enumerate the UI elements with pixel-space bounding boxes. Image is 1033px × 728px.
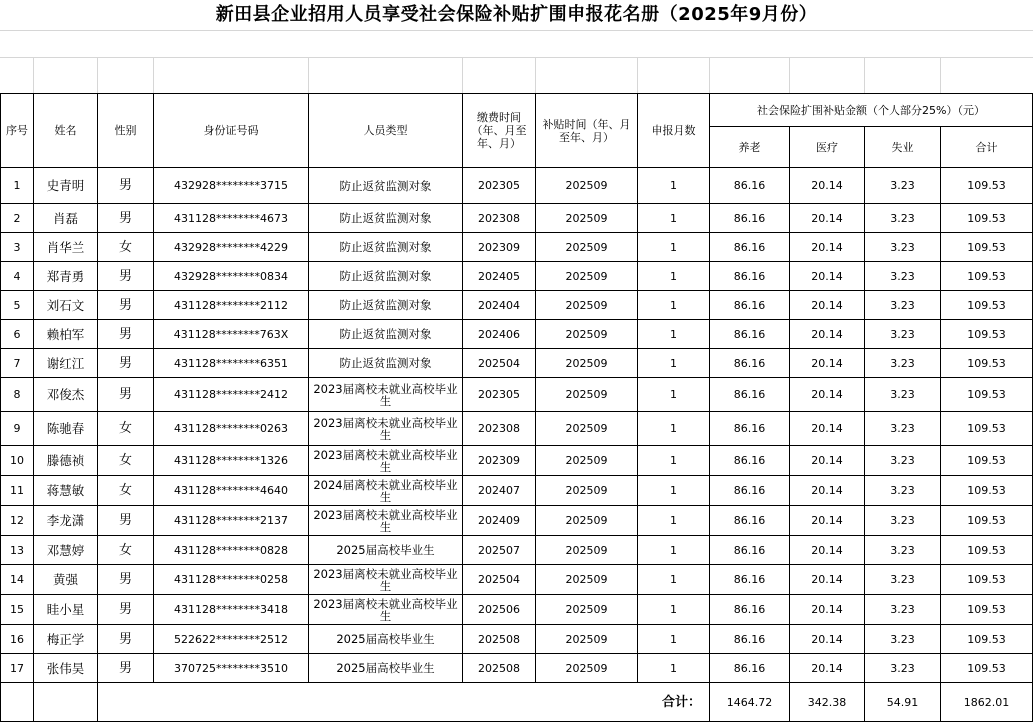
header-medical: 医疗 — [790, 127, 865, 168]
row-person-type: 防止返贫监测对象 — [309, 168, 463, 204]
row-seq: 12 — [1, 506, 34, 536]
sheet-gridline — [864, 57, 865, 93]
row-name: 郑青勇 — [34, 262, 98, 291]
header-total: 合计 — [941, 127, 1033, 168]
row-subsidy-period: 202509 — [536, 565, 638, 595]
row-pay-period: 202305 — [463, 378, 536, 412]
row-person-type: 防止返贫监测对象 — [309, 291, 463, 320]
row-pension: 86.16 — [710, 536, 790, 565]
row-unemployment: 3.23 — [865, 625, 941, 654]
row-pension: 86.16 — [710, 233, 790, 262]
row-name: 谢红江 — [34, 349, 98, 378]
row-medical: 20.14 — [790, 233, 865, 262]
row-months: 1 — [638, 349, 710, 378]
table-row — [1, 506, 1033, 536]
row-pension: 86.16 — [710, 625, 790, 654]
row-name: 梅正学 — [34, 625, 98, 654]
header-seq: 序号 — [1, 94, 34, 168]
row-id-number: 432928********0834 — [154, 262, 309, 291]
row-name: 陈驰春 — [34, 412, 98, 446]
row-person-type: 防止返贫监测对象 — [309, 233, 463, 262]
row-medical: 20.14 — [790, 446, 865, 476]
row-pension: 86.16 — [710, 378, 790, 412]
row-pay-period: 202404 — [463, 291, 536, 320]
row-total: 109.53 — [941, 262, 1033, 291]
row-person-type: 防止返贫监测对象 — [309, 320, 463, 349]
row-unemployment: 3.23 — [865, 654, 941, 683]
totals-total: 1862.01 — [941, 683, 1033, 722]
header-pension: 养老 — [710, 127, 790, 168]
row-months: 1 — [638, 262, 710, 291]
header-pay-period: 缴费时间（年、月至年、月） — [463, 94, 536, 168]
row-name: 邓慧婷 — [34, 536, 98, 565]
row-medical: 20.14 — [790, 565, 865, 595]
row-months: 1 — [638, 204, 710, 233]
header-amount-group: 社会保险扩围补贴金额（个人部分25%）（元） — [710, 94, 1033, 127]
row-seq: 3 — [1, 233, 34, 262]
table-row — [1, 291, 1033, 320]
row-subsidy-period: 202509 — [536, 446, 638, 476]
row-name: 肖磊 — [34, 204, 98, 233]
table-row — [1, 595, 1033, 625]
row-gender: 男 — [98, 565, 154, 595]
row-seq: 2 — [1, 204, 34, 233]
row-gender: 女 — [98, 446, 154, 476]
row-total: 109.53 — [941, 446, 1033, 476]
row-gender: 男 — [98, 378, 154, 412]
row-pay-period: 202308 — [463, 204, 536, 233]
row-gender: 女 — [98, 536, 154, 565]
row-medical: 20.14 — [790, 378, 865, 412]
row-gender: 男 — [98, 506, 154, 536]
row-person-type: 2024届离校未就业高校毕业生 — [309, 476, 463, 506]
row-id-number: 431128********2137 — [154, 506, 309, 536]
row-gender: 男 — [98, 349, 154, 378]
row-id-number: 431128********3418 — [154, 595, 309, 625]
row-pay-period: 202407 — [463, 476, 536, 506]
sheet-gridline — [33, 57, 34, 93]
row-unemployment: 3.23 — [865, 565, 941, 595]
row-total: 109.53 — [941, 349, 1033, 378]
row-total: 109.53 — [941, 506, 1033, 536]
roster-table — [0, 93, 1033, 722]
row-gender: 女 — [98, 476, 154, 506]
totals-empty-cell — [1, 683, 34, 722]
row-pay-period: 202508 — [463, 654, 536, 683]
row-medical: 20.14 — [790, 536, 865, 565]
sheet-gridline — [0, 30, 1033, 31]
row-person-type: 2023届离校未就业高校毕业生 — [309, 565, 463, 595]
row-total: 109.53 — [941, 233, 1033, 262]
row-pay-period: 202406 — [463, 320, 536, 349]
header-id-number: 身份证号码 — [154, 94, 309, 168]
row-person-type: 2023届离校未就业高校毕业生 — [309, 378, 463, 412]
table-row — [1, 536, 1033, 565]
sheet-gridline — [0, 57, 1033, 58]
header-months: 申报月数 — [638, 94, 710, 168]
row-person-type: 2025届高校毕业生 — [309, 536, 463, 565]
row-pension: 86.16 — [710, 320, 790, 349]
table-row — [1, 412, 1033, 446]
row-gender: 男 — [98, 595, 154, 625]
header-subsidy-period: 补贴时间（年、月至年、月） — [536, 94, 638, 168]
row-pay-period: 202309 — [463, 233, 536, 262]
totals-label: 合计： — [98, 683, 710, 722]
row-unemployment: 3.23 — [865, 595, 941, 625]
row-medical: 20.14 — [790, 412, 865, 446]
row-months: 1 — [638, 565, 710, 595]
row-pay-period: 202405 — [463, 262, 536, 291]
row-unemployment: 3.23 — [865, 233, 941, 262]
row-total: 109.53 — [941, 625, 1033, 654]
row-subsidy-period: 202509 — [536, 233, 638, 262]
row-id-number: 370725********3510 — [154, 654, 309, 683]
row-total: 109.53 — [941, 291, 1033, 320]
row-seq: 6 — [1, 320, 34, 349]
header-unemployment: 失业 — [865, 127, 941, 168]
totals-pension: 1464.72 — [710, 683, 790, 722]
row-id-number: 431128********4640 — [154, 476, 309, 506]
row-months: 1 — [638, 625, 710, 654]
totals-empty-cell — [34, 683, 98, 722]
row-person-type: 2025届高校毕业生 — [309, 654, 463, 683]
row-person-type: 2023届离校未就业高校毕业生 — [309, 446, 463, 476]
row-gender: 女 — [98, 233, 154, 262]
sheet-gridline — [637, 57, 638, 93]
row-seq: 1 — [1, 168, 34, 204]
sheet-gridline — [789, 57, 790, 93]
row-name: 刘石文 — [34, 291, 98, 320]
row-total: 109.53 — [941, 595, 1033, 625]
row-months: 1 — [638, 233, 710, 262]
row-seq: 8 — [1, 378, 34, 412]
row-months: 1 — [638, 506, 710, 536]
row-medical: 20.14 — [790, 349, 865, 378]
table-row — [1, 476, 1033, 506]
row-subsidy-period: 202509 — [536, 262, 638, 291]
row-pension: 86.16 — [710, 565, 790, 595]
row-pay-period: 202504 — [463, 565, 536, 595]
row-gender: 女 — [98, 412, 154, 446]
row-unemployment: 3.23 — [865, 262, 941, 291]
row-person-type: 2025届高校毕业生 — [309, 625, 463, 654]
row-seq: 10 — [1, 446, 34, 476]
sheet-gridline — [535, 57, 536, 93]
row-total: 109.53 — [941, 412, 1033, 446]
row-person-type: 2023届离校未就业高校毕业生 — [309, 412, 463, 446]
row-id-number: 432928********4229 — [154, 233, 309, 262]
row-total: 109.53 — [941, 320, 1033, 349]
row-pension: 86.16 — [710, 412, 790, 446]
row-id-number: 431128********0828 — [154, 536, 309, 565]
row-seq: 5 — [1, 291, 34, 320]
row-months: 1 — [638, 476, 710, 506]
row-unemployment: 3.23 — [865, 476, 941, 506]
row-subsidy-period: 202509 — [536, 625, 638, 654]
row-pension: 86.16 — [710, 595, 790, 625]
table-row — [1, 565, 1033, 595]
row-person-type: 防止返贫监测对象 — [309, 262, 463, 291]
row-unemployment: 3.23 — [865, 349, 941, 378]
row-months: 1 — [638, 168, 710, 204]
row-medical: 20.14 — [790, 595, 865, 625]
row-subsidy-period: 202509 — [536, 476, 638, 506]
table-row — [1, 349, 1033, 378]
row-medical: 20.14 — [790, 204, 865, 233]
totals-unemployment: 54.91 — [865, 683, 941, 722]
row-id-number: 432928********3715 — [154, 168, 309, 204]
row-person-type: 2023届离校未就业高校毕业生 — [309, 595, 463, 625]
row-pay-period: 202308 — [463, 412, 536, 446]
row-name: 眭小星 — [34, 595, 98, 625]
row-pension: 86.16 — [710, 204, 790, 233]
row-name: 滕德祯 — [34, 446, 98, 476]
row-subsidy-period: 202509 — [536, 595, 638, 625]
row-medical: 20.14 — [790, 291, 865, 320]
sheet-gridline — [308, 57, 309, 93]
row-name: 史青明 — [34, 168, 98, 204]
row-gender: 男 — [98, 625, 154, 654]
row-unemployment: 3.23 — [865, 291, 941, 320]
table-row — [1, 262, 1033, 291]
row-name: 邓俊杰 — [34, 378, 98, 412]
row-medical: 20.14 — [790, 262, 865, 291]
table-row — [1, 204, 1033, 233]
sheet-gridline — [153, 57, 154, 93]
row-subsidy-period: 202509 — [536, 320, 638, 349]
row-pension: 86.16 — [710, 654, 790, 683]
row-id-number: 431128********1326 — [154, 446, 309, 476]
row-id-number: 431128********2112 — [154, 291, 309, 320]
row-pay-period: 202506 — [463, 595, 536, 625]
sheet-gridline — [462, 57, 463, 93]
row-months: 1 — [638, 291, 710, 320]
row-pension: 86.16 — [710, 168, 790, 204]
row-total: 109.53 — [941, 654, 1033, 683]
row-id-number: 431128********2412 — [154, 378, 309, 412]
row-gender: 男 — [98, 168, 154, 204]
row-seq: 4 — [1, 262, 34, 291]
row-months: 1 — [638, 446, 710, 476]
row-id-number: 431128********6351 — [154, 349, 309, 378]
row-gender: 男 — [98, 654, 154, 683]
row-name: 张伟昊 — [34, 654, 98, 683]
row-gender: 男 — [98, 262, 154, 291]
row-months: 1 — [638, 654, 710, 683]
row-subsidy-period: 202509 — [536, 349, 638, 378]
row-id-number: 431128********0263 — [154, 412, 309, 446]
row-name: 蒋慧敏 — [34, 476, 98, 506]
row-subsidy-period: 202509 — [536, 378, 638, 412]
row-medical: 20.14 — [790, 654, 865, 683]
row-unemployment: 3.23 — [865, 378, 941, 412]
table-row — [1, 446, 1033, 476]
row-pay-period: 202309 — [463, 446, 536, 476]
row-medical: 20.14 — [790, 506, 865, 536]
row-gender: 男 — [98, 204, 154, 233]
row-months: 1 — [638, 536, 710, 565]
row-months: 1 — [638, 320, 710, 349]
sheet-gridline — [97, 57, 98, 93]
totals-medical: 342.38 — [790, 683, 865, 722]
table-row — [1, 320, 1033, 349]
row-total: 109.53 — [941, 565, 1033, 595]
row-id-number: 431128********0258 — [154, 565, 309, 595]
row-seq: 13 — [1, 536, 34, 565]
row-unemployment: 3.23 — [865, 536, 941, 565]
page-title: 新田县企业招用人员享受社会保险补贴扩围申报花名册（2025年9月份） — [215, 4, 818, 25]
table-row — [1, 233, 1033, 262]
row-unemployment: 3.23 — [865, 446, 941, 476]
row-pay-period: 202507 — [463, 536, 536, 565]
row-id-number: 431128********763X — [154, 320, 309, 349]
row-id-number: 522622********2512 — [154, 625, 309, 654]
row-total: 109.53 — [941, 378, 1033, 412]
row-seq: 16 — [1, 625, 34, 654]
row-total: 109.53 — [941, 204, 1033, 233]
row-months: 1 — [638, 378, 710, 412]
header-name: 姓名 — [34, 94, 98, 168]
row-medical: 20.14 — [790, 168, 865, 204]
row-pension: 86.16 — [710, 349, 790, 378]
row-months: 1 — [638, 595, 710, 625]
row-unemployment: 3.23 — [865, 412, 941, 446]
row-medical: 20.14 — [790, 476, 865, 506]
row-medical: 20.14 — [790, 625, 865, 654]
row-unemployment: 3.23 — [865, 320, 941, 349]
row-person-type: 防止返贫监测对象 — [309, 349, 463, 378]
sheet-gridline — [709, 57, 710, 93]
row-seq: 14 — [1, 565, 34, 595]
row-subsidy-period: 202509 — [536, 204, 638, 233]
row-gender: 男 — [98, 291, 154, 320]
row-unemployment: 3.23 — [865, 204, 941, 233]
row-id-number: 431128********4673 — [154, 204, 309, 233]
row-seq: 9 — [1, 412, 34, 446]
row-subsidy-period: 202509 — [536, 536, 638, 565]
table-row — [1, 654, 1033, 683]
table-row — [1, 168, 1033, 204]
row-pension: 86.16 — [710, 262, 790, 291]
row-pay-period: 202305 — [463, 168, 536, 204]
row-person-type: 2023届离校未就业高校毕业生 — [309, 506, 463, 536]
table-row — [1, 378, 1033, 412]
row-subsidy-period: 202509 — [536, 654, 638, 683]
row-total: 109.53 — [941, 476, 1033, 506]
row-pay-period: 202409 — [463, 506, 536, 536]
row-person-type: 防止返贫监测对象 — [309, 204, 463, 233]
row-seq: 11 — [1, 476, 34, 506]
header-person-type: 人员类型 — [309, 94, 463, 168]
row-pay-period: 202508 — [463, 625, 536, 654]
row-months: 1 — [638, 412, 710, 446]
row-name: 李龙潇 — [34, 506, 98, 536]
row-seq: 15 — [1, 595, 34, 625]
row-medical: 20.14 — [790, 320, 865, 349]
row-subsidy-period: 202509 — [536, 506, 638, 536]
row-subsidy-period: 202509 — [536, 168, 638, 204]
row-subsidy-period: 202509 — [536, 291, 638, 320]
row-pension: 86.16 — [710, 476, 790, 506]
row-pension: 86.16 — [710, 506, 790, 536]
table-row — [1, 625, 1033, 654]
header-gender: 性别 — [98, 94, 154, 168]
sheet-gridline — [940, 57, 941, 93]
row-pension: 86.16 — [710, 291, 790, 320]
row-pay-period: 202504 — [463, 349, 536, 378]
row-total: 109.53 — [941, 168, 1033, 204]
row-unemployment: 3.23 — [865, 506, 941, 536]
row-subsidy-period: 202509 — [536, 412, 638, 446]
row-name: 赖柏军 — [34, 320, 98, 349]
row-gender: 男 — [98, 320, 154, 349]
row-total: 109.53 — [941, 536, 1033, 565]
row-name: 黄强 — [34, 565, 98, 595]
row-pension: 86.16 — [710, 446, 790, 476]
row-seq: 7 — [1, 349, 34, 378]
row-unemployment: 3.23 — [865, 168, 941, 204]
row-seq: 17 — [1, 654, 34, 683]
row-name: 肖华兰 — [34, 233, 98, 262]
